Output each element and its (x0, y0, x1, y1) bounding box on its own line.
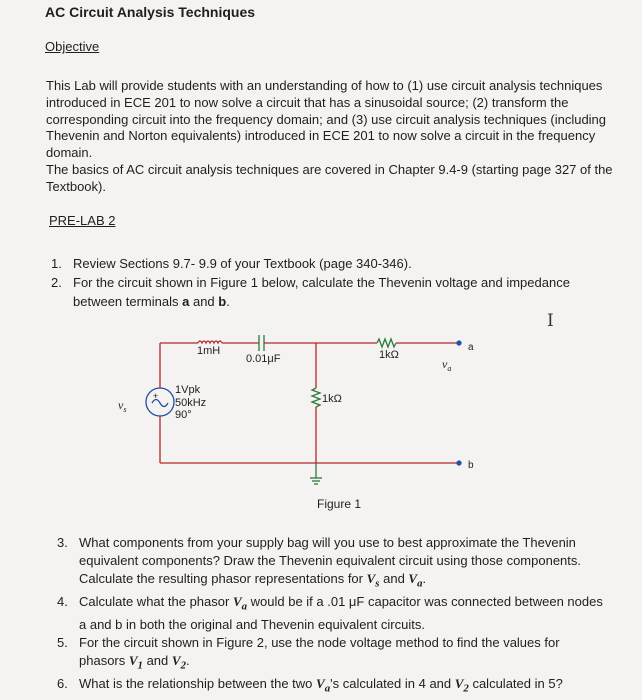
item-line: a and b in both the original and Thevenin equivalent circuits. (79, 617, 425, 632)
list-item (57, 534, 623, 593)
output-voltage-label: $v_a$ (442, 357, 452, 373)
resistor-symbol (312, 388, 320, 407)
source-frequency: 50kHz (175, 397, 207, 409)
objective-heading: Objective (45, 39, 100, 54)
list-item (57, 675, 623, 698)
resistor-symbol (377, 339, 396, 347)
terminal-b-label: b (468, 460, 474, 471)
terminal-a-dot (457, 341, 461, 345)
item-line: Calculate what the phasor $V_a$ would be if a .01 μF capacitor was connected between nodes (79, 594, 603, 613)
item-line: What is the relationship between the two $V_a's$ calculated in 4 and $V_2$ calculated in 5? (79, 676, 563, 695)
source-phase: 90° (175, 409, 192, 421)
prelab-list-part2 (57, 534, 623, 698)
item-line: phasors $V_1$ and $V_2$. (79, 653, 190, 672)
series-resistor-label: 1kΩ (379, 349, 399, 361)
inductor-symbol (198, 341, 222, 343)
item-number: 5. (57, 635, 68, 651)
item-number: 6. (57, 676, 68, 692)
item-number: 3. (57, 535, 68, 550)
item-line: Review Sections 9.7- 9.9 of your Textbook (page 340-346). (73, 256, 412, 271)
objective-line: corresponding circuit into the frequency domain; and (3) use circuit analysis techniques (including (46, 111, 607, 127)
terminal-a-label: a (468, 342, 474, 353)
text-cursor-icon: I (547, 311, 554, 331)
item-number: 2. (51, 275, 62, 290)
source-polarity: + (153, 391, 159, 401)
capacitor-label: 0.01μF (246, 353, 281, 365)
list-item (57, 593, 623, 634)
item-line: For the circuit shown in Figure 1 below, calculate the Thevenin voltage and impedance (73, 275, 570, 290)
item-line: What components from your supply bag will you use to best approximate the Thevenin (79, 535, 576, 550)
inductor-label: 1mH (197, 345, 221, 357)
prelab-heading: PRE-LAB 2 (49, 213, 116, 228)
objective-line: introduced in ECE 201 to now solve a circuit that has a sinusoidal source; (2) transform the (46, 94, 569, 110)
source-voltage-label: $v_s$ (118, 398, 127, 414)
item-line: equivalent components? Draw the Thevenin equivalent circuit using those components. (79, 553, 582, 569)
item-line: between terminals a and b. (73, 294, 230, 309)
shunt-resistor-label: 1kΩ (322, 393, 342, 405)
objective-line: This Lab will provide students with an understanding of how to (1) use circuit analysis techniques (46, 78, 603, 93)
objective-line: Thevenin and Norton equivalents) introduced in ECE 201 to now solve a circuit in the frequency domain. (46, 128, 596, 161)
figure-caption: Figure 1 (317, 497, 362, 511)
list-item (57, 634, 623, 675)
source-amplitude: 1Vpk (175, 384, 201, 396)
item-line: For the circuit shown in Figure 2, use the node voltage method to find the values for (79, 635, 560, 651)
objective-line: Textbook). (46, 178, 106, 194)
objective-line: The basics of AC circuit analysis techniques are covered in Chapter 9.4-9 (starting page 327 of the (46, 161, 613, 177)
item-line: Calculate the resulting phasor representations for $V_s$ and $V_a$. (79, 571, 427, 590)
terminal-b-dot (457, 461, 461, 465)
item-number: 4. (57, 594, 68, 610)
document-title: AC Circuit Analysis Techniques (45, 4, 256, 20)
item-number: 1. (51, 256, 62, 271)
